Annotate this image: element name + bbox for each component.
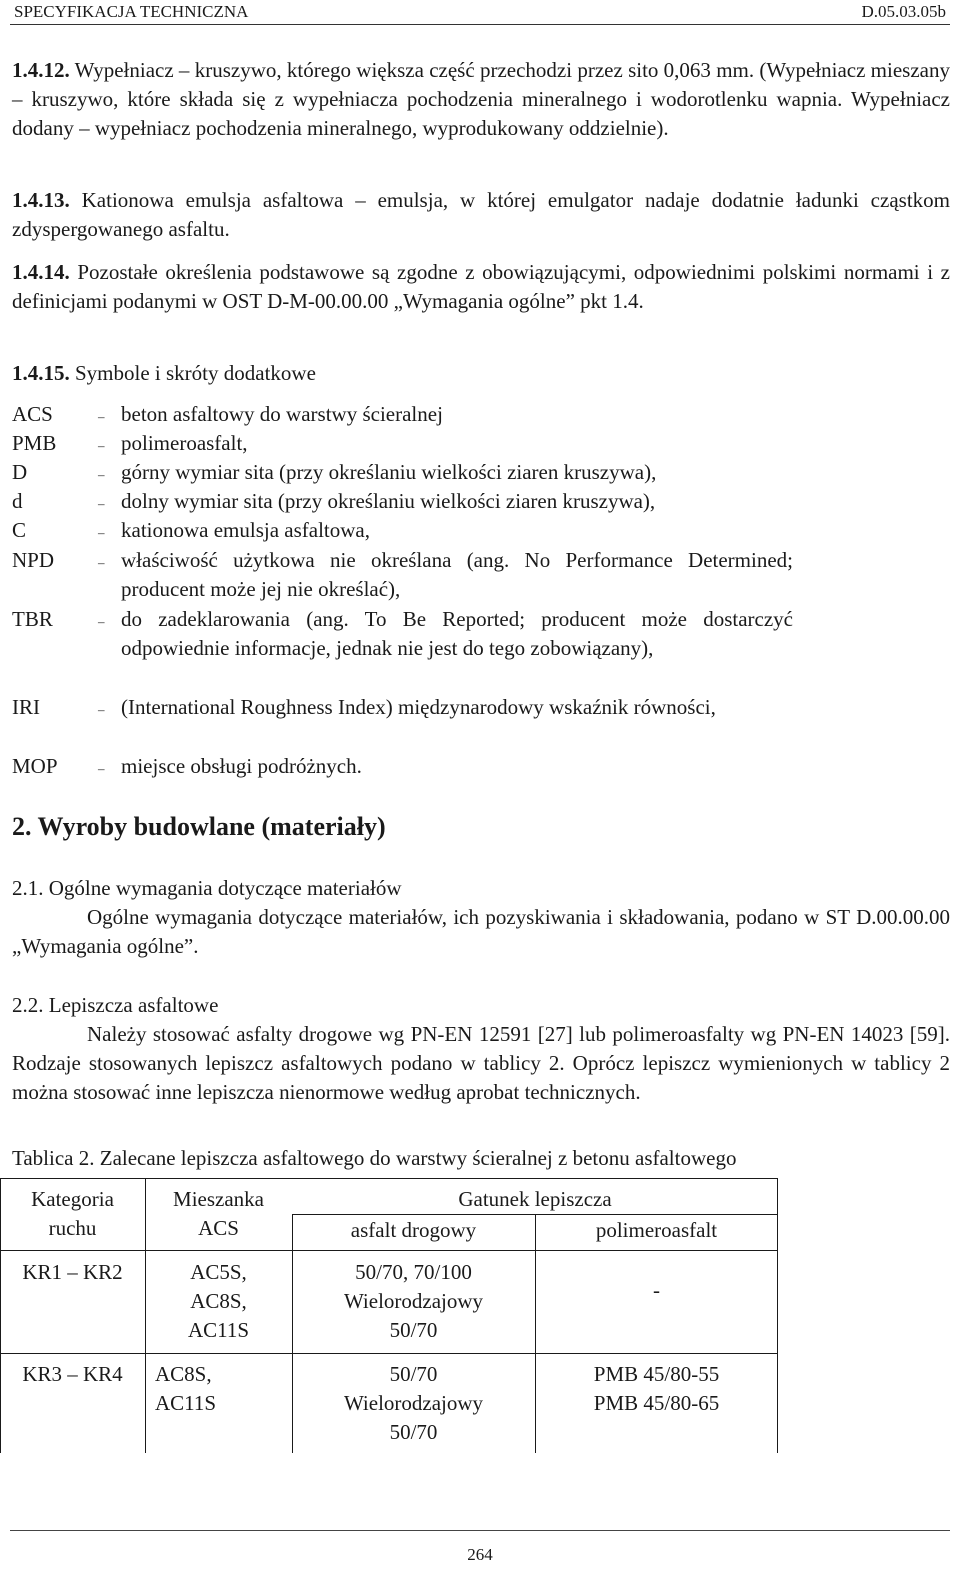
abbr-dash: – bbox=[98, 467, 105, 482]
abbr-definition: beton asfaltowy do warstwy ścieralnej bbox=[121, 402, 443, 426]
abbr-term: ACS bbox=[12, 402, 53, 426]
cell-line: AC11S bbox=[187, 1318, 250, 1342]
abbr-dash: – bbox=[98, 438, 105, 453]
paragraph-1-4-12 bbox=[12, 56, 950, 143]
abbr-definition: kationowa emulsja asfaltowa, bbox=[121, 518, 371, 542]
footer-rule bbox=[10, 1530, 950, 1531]
column-header-asphalt: asfalt drogowy bbox=[350, 1218, 477, 1242]
abbr-dash: – bbox=[98, 555, 105, 570]
table-cell-mix bbox=[155, 1360, 292, 1418]
abbr-definition: dolny wymiar sita (przy określaniu wielkości ziaren kruszywa), bbox=[121, 489, 656, 513]
section-number: 1.4.14. bbox=[12, 260, 70, 284]
table-cell-polymer bbox=[535, 1360, 778, 1418]
column-group-binder: Gatunek lepiszcza bbox=[458, 1187, 612, 1211]
table-cell-polymer: - bbox=[653, 1278, 660, 1302]
abbr-term: IRI bbox=[12, 695, 40, 719]
table-cell-asphalt bbox=[292, 1360, 535, 1447]
abbr-term: D bbox=[12, 460, 28, 484]
section-text: Pozostałe określenia podstawowe są zgodne z obowiązującymi, odpowiednimi polskimi normami i z definicjami podanymi w OST D-M-00.00.00 „Wymagania ogólne” pkt 1.4. bbox=[12, 260, 950, 313]
cell-line: 50/70 bbox=[389, 1318, 438, 1342]
paragraph-1-4-14 bbox=[12, 258, 950, 316]
cell-line: 50/70 bbox=[389, 1420, 438, 1444]
abbr-term: TBR bbox=[12, 607, 53, 631]
abbr-term: MOP bbox=[12, 754, 58, 778]
section-number: 1.4.13. bbox=[12, 188, 70, 212]
abbr-dash: – bbox=[98, 614, 105, 629]
abbr-dash: – bbox=[98, 496, 105, 511]
section-text: Symbole i skróty dodatkowe bbox=[69, 361, 316, 385]
abbr-dash: – bbox=[98, 409, 105, 424]
table-cell-mix bbox=[145, 1258, 292, 1345]
table-caption: Tablica 2. Zalecane lepiszcza asfaltowego do warstwy ścieralnej z betonu asfaltowego bbox=[12, 1146, 737, 1170]
header-doc-code: D.05.03.05b bbox=[861, 2, 946, 21]
abbr-definition: właściwość użytkowa nie określana (ang. No Performance Determined; producent może jej nie określać), bbox=[121, 548, 793, 601]
section-number: 1.4.12. bbox=[12, 58, 70, 82]
table-divider bbox=[0, 1353, 778, 1354]
section-text: Kationowa emulsja asfaltowa – emulsja, w której emulgator nadaje dodatnie ładunki cząstkom zdyspergowanego asfaltu. bbox=[12, 188, 950, 241]
section-number: 1.4.15. bbox=[12, 361, 70, 385]
cell-line: 50/70, 70/100 bbox=[355, 1260, 472, 1284]
paragraph-1-4-15 bbox=[12, 359, 950, 388]
header-title: SPECYFIKACJA TECHNICZNA bbox=[14, 2, 249, 21]
abbr-definition: (International Roughness Index) międzynarodowy wskaźnik równości, bbox=[121, 695, 716, 719]
header-text: Kategoria bbox=[31, 1187, 114, 1211]
section-2-2-heading: 2.2. Lepiszcza asfaltowe bbox=[12, 993, 219, 1017]
header-text: ruchu bbox=[48, 1216, 97, 1240]
abbr-dash: – bbox=[98, 702, 105, 717]
section-2-2-text: Należy stosować asfalty drogowe wg PN-EN 12591 [27] lub polimeroasfalty wg PN-EN 14023 [59]. Rodzaje stosowanych lepiszcz asfaltowych podano w tablicy 2. Oprócz lepiszcz wymienionych w tablicy 2 można stosować inne lepiszcza nienormowe według aprobat technicznych. bbox=[12, 1022, 950, 1104]
cell-line: AC8S, bbox=[155, 1362, 212, 1386]
abbr-definition: górny wymiar sita (przy określaniu wielkości ziaren kruszywa), bbox=[121, 460, 657, 484]
abbr-dash: – bbox=[98, 761, 105, 776]
cell-line: PMB 45/80-65 bbox=[593, 1391, 720, 1415]
abbr-definition: do zadeklarowania (ang. To Be Reported; producent może dostarczyć odpowiednie informacje, jednak nie jest do tego zobowiązany), bbox=[121, 607, 793, 660]
abbr-dash: – bbox=[98, 525, 105, 540]
cell-line: AC8S, bbox=[190, 1289, 247, 1313]
page-number: 264 bbox=[467, 1545, 493, 1564]
cell-line: PMB 45/80-55 bbox=[593, 1362, 720, 1386]
cell-line: 50/70 bbox=[389, 1362, 438, 1386]
cell-line: AC5S, bbox=[190, 1260, 247, 1284]
table-cell-category: KR3 – KR4 bbox=[22, 1362, 123, 1386]
cell-line: AC11S bbox=[155, 1391, 217, 1415]
paragraph-1-4-13 bbox=[12, 186, 950, 244]
binder-table bbox=[0, 1178, 780, 1453]
abbr-term: d bbox=[12, 489, 23, 513]
column-header-mix bbox=[145, 1185, 292, 1243]
cell-line: Wielorodzajowy bbox=[343, 1289, 484, 1313]
section-text: Wypełniacz – kruszywo, którego większa część przechodzi przez sito 0,063 mm. (Wypełniacz mieszany – kruszywo, które składa się z wypełniacza pochodzenia mineralnego i wodorotlenku wapnia. Wypełniacz dodany – wypełniacz pochodzenia mineralnego, wyprodukowany oddzielnie). bbox=[12, 58, 950, 140]
table-divider bbox=[292, 1214, 778, 1215]
abbr-term: C bbox=[12, 518, 27, 542]
table-cell-asphalt bbox=[292, 1258, 535, 1345]
chapter-heading: 2. Wyroby budowlane (materiały) bbox=[12, 812, 386, 841]
column-header-polymer: polimeroasfalt bbox=[595, 1218, 718, 1242]
abbr-definition: polimeroasfalt, bbox=[121, 431, 248, 455]
header-text: ACS bbox=[198, 1216, 239, 1240]
table-divider bbox=[0, 1250, 778, 1251]
section-2-1-text: Ogólne wymagania dotyczące materiałów, ich pozyskiwania i składowania, podano w ST D.00.00.00 „Wymagania ogólne”. bbox=[12, 905, 950, 958]
abbr-term: NPD bbox=[12, 548, 55, 572]
page-header bbox=[10, 0, 950, 25]
abbr-term: PMB bbox=[12, 431, 57, 455]
table-cell-category: KR1 – KR2 bbox=[22, 1260, 123, 1284]
cell-line: Wielorodzajowy bbox=[343, 1391, 484, 1415]
header-text: Mieszanka bbox=[173, 1187, 264, 1211]
column-header-category bbox=[0, 1185, 145, 1243]
abbr-definition: miejsce obsługi podróżnych. bbox=[121, 754, 362, 778]
section-2-1-heading: 2.1. Ogólne wymagania dotyczące materiałów bbox=[12, 876, 402, 900]
table-border-top bbox=[0, 1178, 778, 1179]
